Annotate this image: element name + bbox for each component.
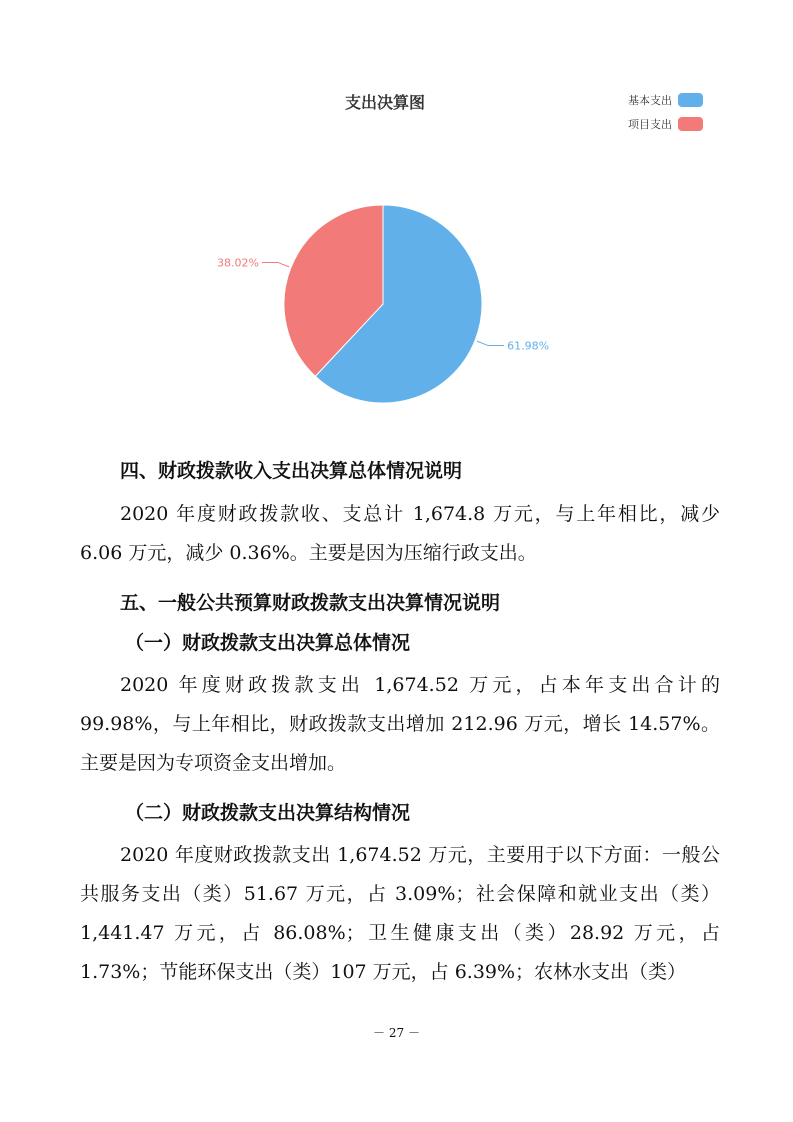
pie-label-line-1 — [262, 262, 289, 266]
paragraph-section-4: 2020 年度财政拨款收、支总计 1,674.8 万元，与上年相比，减少 6.06 万元，减少 0.36%。主要是因为压缩行政支出。 — [80, 503, 720, 564]
paragraph-section-5-1: 2020 年度财政拨款支出 1,674.52 万元，占本年支出合计的 99.98%，与上年相比，财政拨款支出增加 212.96 万元，增长 14.57%。主要是因为专项资金支出增加。 — [80, 674, 720, 774]
legend-label-project: 项目支出 — [628, 118, 672, 131]
chart-title: 支出决算图 — [344, 93, 425, 112]
pie-data-label-0: 61.98% — [507, 339, 550, 353]
pie-data-label-1: 38.02% — [216, 256, 259, 270]
heading-section-5-1: （一）财政拨款支出决算总体情况 — [125, 632, 411, 654]
pie-chart — [0, 0, 793, 440]
page-number: － 27 － — [373, 1026, 420, 1040]
legend-label-basic: 基本支出 — [628, 94, 672, 107]
heading-section-4: 四、财政拨款收入支出决算总体情况说明 — [120, 460, 463, 482]
heading-section-5-2: （二）财政拨款支出决算结构情况 — [125, 802, 411, 824]
paragraph-section-5-2: 2020 年度财政拨款支出 1,674.52 万元，主要用于以下方面：一般公共服务支出（类）51.67 万元，占 3.09%；社会保障和就业支出（类）1,441.47 万元，占 86.08%；卫生健康支出（类）28.92 万元，占 1.73%；节能环保支出（类）107 万元，占 6.39%；农林水支出（类） — [80, 844, 720, 983]
heading-section-5: 五、一般公共预算财政拨款支出决算情况说明 — [120, 592, 501, 614]
pie-label-line-0 — [477, 341, 504, 345]
